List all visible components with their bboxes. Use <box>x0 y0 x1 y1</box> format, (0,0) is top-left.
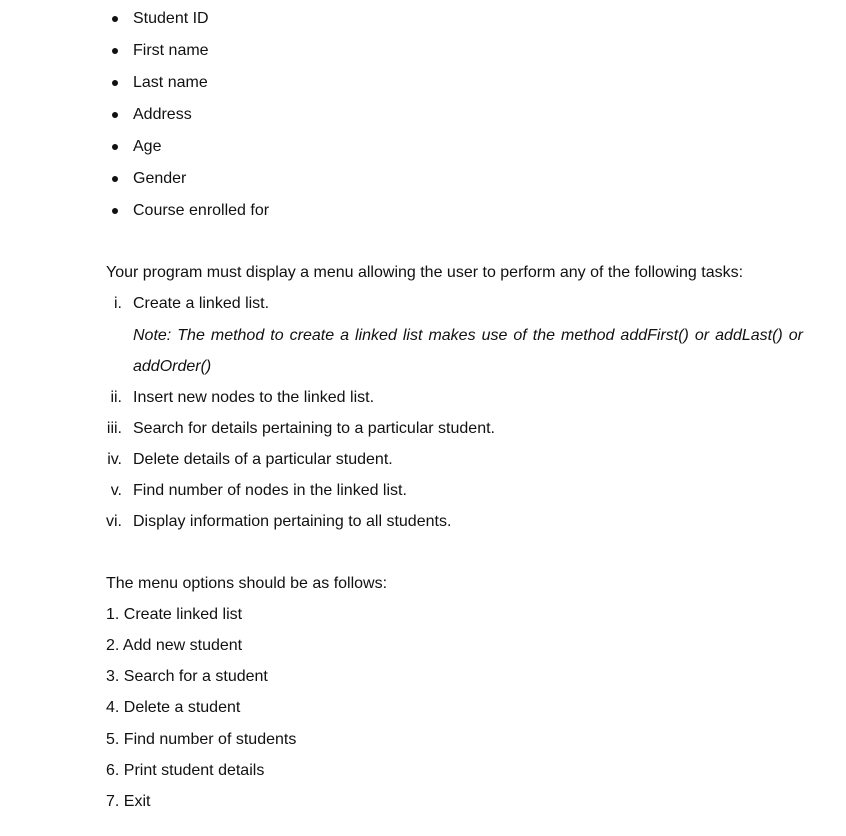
bullet-icon <box>112 144 118 150</box>
bullet-icon <box>112 176 118 182</box>
field-label: Student ID <box>133 10 209 27</box>
field-label: Last name <box>133 74 208 91</box>
bullet-icon <box>112 112 118 118</box>
menu-intro-paragraph: Your program must display a menu allowing the user to perform any of the following tasks: <box>106 264 744 281</box>
menu-option: 4. Delete a student <box>106 699 241 716</box>
bullet-icon <box>112 80 118 86</box>
task-number: i. <box>114 295 122 312</box>
menu-option: 2. Add new student <box>106 637 243 654</box>
menu-option: 5. Find number of students <box>106 731 297 748</box>
bullet-icon <box>112 208 118 214</box>
field-label: Age <box>133 138 162 155</box>
field-label: Course enrolled for <box>133 202 270 219</box>
bullet-icon <box>112 48 118 54</box>
task-number: v. <box>110 482 122 499</box>
task-number: vi. <box>106 513 122 530</box>
menu-option: 7. Exit <box>106 793 151 810</box>
field-label: First name <box>133 42 209 59</box>
task-number: iv. <box>107 451 122 468</box>
options-intro-paragraph: The menu options should be as follows: <box>106 575 388 592</box>
task-text: Create a linked list. <box>133 295 270 312</box>
menu-option: 1. Create linked list <box>106 606 243 623</box>
menu-option: 3. Search for a student <box>106 668 268 685</box>
task-note: Note: The method to create a linked list makes use of the method addFirst() or addLast() or <box>133 327 803 344</box>
field-label: Gender <box>133 170 187 187</box>
task-note-continued: addOrder() <box>133 358 212 375</box>
task-number: ii. <box>110 389 122 406</box>
task-text: Delete details of a particular student. <box>133 451 393 468</box>
bullet-icon <box>112 16 118 22</box>
task-text: Search for details pertaining to a particular student. <box>133 420 495 437</box>
task-number: iii. <box>106 420 122 437</box>
task-text: Find number of nodes in the linked list. <box>133 482 407 499</box>
field-label: Address <box>133 106 192 123</box>
task-text: Insert new nodes to the linked list. <box>133 389 375 406</box>
task-text: Display information pertaining to all students. <box>133 513 452 530</box>
menu-option: 6. Print student details <box>106 762 265 779</box>
